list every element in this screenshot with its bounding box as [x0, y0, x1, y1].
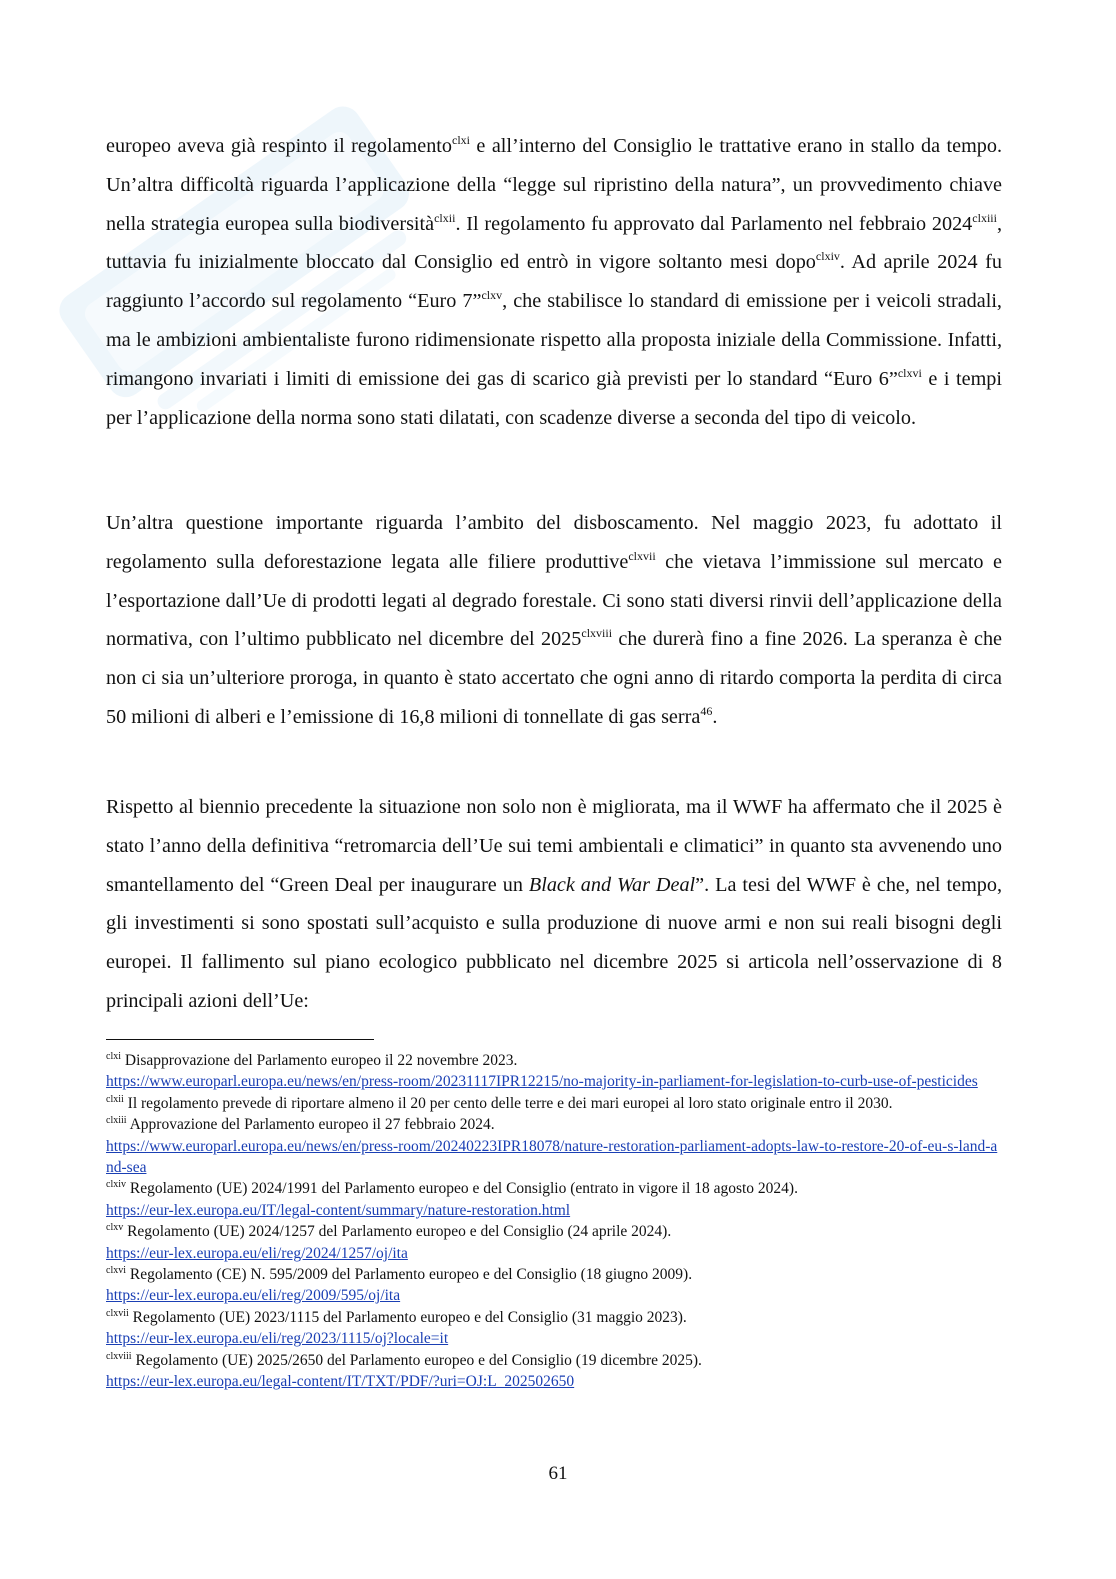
- footnote-ref: clxviii: [581, 626, 613, 641]
- text-run: . Ad aprile 2024 fu raggiunto l’accordo sul regolamento “Euro 7”: [106, 251, 1002, 313]
- page-number: 61: [548, 1463, 568, 1484]
- text-run: europeo aveva già respinto il regolamento: [106, 135, 453, 157]
- text-run: che vietava l’immissione sul mercato e l’esportazione dall’Ue di prodotti legati al degrado forestale. Ci sono stati diversi rinvii dell’applicazione della normativa, con l’ultimo pubblicato nel dicembre del 2025: [106, 550, 1002, 651]
- footnote-ref: 46: [700, 703, 713, 718]
- footnote-link[interactable]: https://eur-lex.europa.eu/eli/reg/2009/595/oj/ita: [106, 1287, 401, 1305]
- footnote-item: [106, 1350, 1004, 1393]
- footnote-mark: clxiii: [106, 1115, 127, 1127]
- text-run: Rispetto al biennio precedente la situazione non solo non è migliorata, ma il WWF ha affermato che il 2025 è stato l’anno della definitiva “retromarcia dell’Ue sui temi ambientali e climatici” in quanto sta avvenendo uno smantellamento del “Green Deal per inaugurare un: [106, 796, 1002, 896]
- footnote-mark: clxviii: [106, 1350, 132, 1362]
- footnote-link[interactable]: https://www.europarl.europa.eu/news/en/press-room/20240223IPR18078/nature-restoration-parliament-adopts-law-to-restore-20-of-eu-s-land-and-sea: [106, 1137, 998, 1177]
- footnote-item: [106, 1264, 1004, 1307]
- paragraph-3: [106, 788, 1002, 1020]
- text-run: che durerà fino a fine 2026. La speranza è che non ci sia un’ulteriore proroga, in quanto è stato accertato che ogni anno di ritardo comporta la perdita di circa 50 milioni di alberi e l’emissione di 16,8 milioni di tonnellate di gas serra: [106, 628, 1002, 728]
- text-run: ”. La tesi del WWF è che, nel tempo, gli investimenti si sono spostati sull’acquisto e sulla produzione di nuove armi e non sui reali bisogni degli europei. Il fallimento sul piano ecologico pubblicato nel dicembre 2025 si articola nell’osservazione di 8 principali azioni dell’Ue:: [106, 873, 1003, 1012]
- main-body: [106, 127, 1002, 1020]
- footnote-link[interactable]: https://eur-lex.europa.eu/IT/legal-content/summary/nature-restoration.html: [106, 1201, 571, 1219]
- footnote-ref: clxv: [481, 288, 503, 303]
- footnote-text: Approvazione del Parlamento europeo il 27 febbraio 2024.: [126, 1116, 495, 1134]
- text-run: e all’interno del Consiglio le trattative erano in stallo da tempo. Un’altra difficoltà riguarda l’applicazione della “legge sul ripristino della natura”, un provvedimento chiave nella strategia europea sulla biodiversità: [106, 135, 1002, 235]
- text-run: , che stabilisce lo standard di emissione per i veicoli stradali, ma le ambizioni ambientaliste furono ridimensionate rispetto alla proposta iniziale della Commissione. Infatti, rimangono invariati i limiti di emissione dei gas di scarico già previsti per lo standard “Euro 6”: [106, 290, 1002, 390]
- footnote-text: Regolamento (UE) 2024/1257 del Parlamento europeo e del Consiglio (24 aprile 2024).: [123, 1223, 672, 1241]
- footnote-mark: clxiv: [106, 1179, 126, 1191]
- text-run: , tuttavia fu inizialmente bloccato dal Consiglio ed entrò in vigore soltanto mesi dopo: [106, 212, 1002, 274]
- footnote-link[interactable]: https://eur-lex.europa.eu/eli/reg/2023/1115/oj?locale=it: [106, 1330, 449, 1348]
- footnote-item: [106, 1050, 1004, 1093]
- footnote-link[interactable]: https://www.europarl.europa.eu/news/en/press-room/20231117IPR12215/no-majority-in-parliament-for-legislation-to-curb-use-of-pesticides: [106, 1073, 978, 1091]
- footnote-text: Il regolamento prevede di riportare almeno il 20 per cento delle terre e dei mari europei al loro stato originale entro il 2030.: [123, 1094, 893, 1112]
- footnote-link[interactable]: https://eur-lex.europa.eu/eli/reg/2024/1257/oj/ita: [106, 1244, 408, 1262]
- footnote-ref: clxii: [434, 210, 456, 225]
- footnote-item: [106, 1221, 1004, 1264]
- footnote-ref: clxiii: [972, 210, 997, 225]
- footnote-mark: clxvi: [106, 1265, 126, 1277]
- text-run: Un’altra questione importante riguarda l’ambito del disboscamento. Nel maggio 2023, fu adottato il regolamento sulla deforestazione legata alle filiere produttive: [106, 512, 1002, 573]
- footnote-item: [106, 1178, 1004, 1221]
- footnote-text: Regolamento (UE) 2023/1115 del Parlamento europeo e del Consiglio (31 maggio 2023).: [128, 1308, 687, 1326]
- emphasis-text: Black and War Deal: [528, 873, 696, 896]
- footnote-mark: clxii: [106, 1093, 124, 1105]
- footnote-item: [106, 1307, 1004, 1350]
- footnote-mark: clxi: [106, 1051, 121, 1062]
- footnote-text: Regolamento (UE) 2024/1991 del Parlamento europeo e del Consiglio (entrato in vigore il 18 agosto 2024).: [126, 1180, 798, 1198]
- text-run: .: [712, 705, 718, 728]
- footnote-text: Regolamento (CE) N. 595/2009 del Parlamento europeo e del Consiglio (18 giugno 2009).: [126, 1266, 693, 1284]
- footnote-ref: clxiv: [815, 249, 840, 264]
- text-run: . Il regolamento fu approvato dal Parlamento nel febbraio 2024: [455, 212, 973, 235]
- footnotes: [106, 1050, 1004, 1393]
- footnote-item: [106, 1093, 1004, 1114]
- footnote-ref: clxi: [452, 133, 471, 147]
- paragraph-2: [106, 504, 1002, 756]
- footnote-separator: [106, 1039, 374, 1040]
- footnote-item: [106, 1114, 1004, 1178]
- footnote-mark: clxv: [106, 1222, 124, 1234]
- footnote-ref: clxvi: [897, 365, 922, 380]
- paragraph-1: [106, 127, 1002, 475]
- footnote-text: Regolamento (UE) 2025/2650 del Parlamento europeo e del Consiglio (19 dicembre 2025).: [131, 1351, 702, 1369]
- footnote-text: Disapprovazione del Parlamento europeo il 22 novembre 2023.: [121, 1052, 518, 1069]
- footnote-mark: clxvii: [106, 1307, 129, 1319]
- text-run: e i tempi per l’applicazione della norma sono stati dilatati, con scadenze diverse a seconda del tipo di veicolo.: [106, 367, 1002, 429]
- footnote-link[interactable]: https://eur-lex.europa.eu/legal-content/IT/TXT/PDF/?uri=OJ:L_202502650: [106, 1373, 575, 1391]
- footnote-ref: clxvii: [628, 548, 656, 563]
